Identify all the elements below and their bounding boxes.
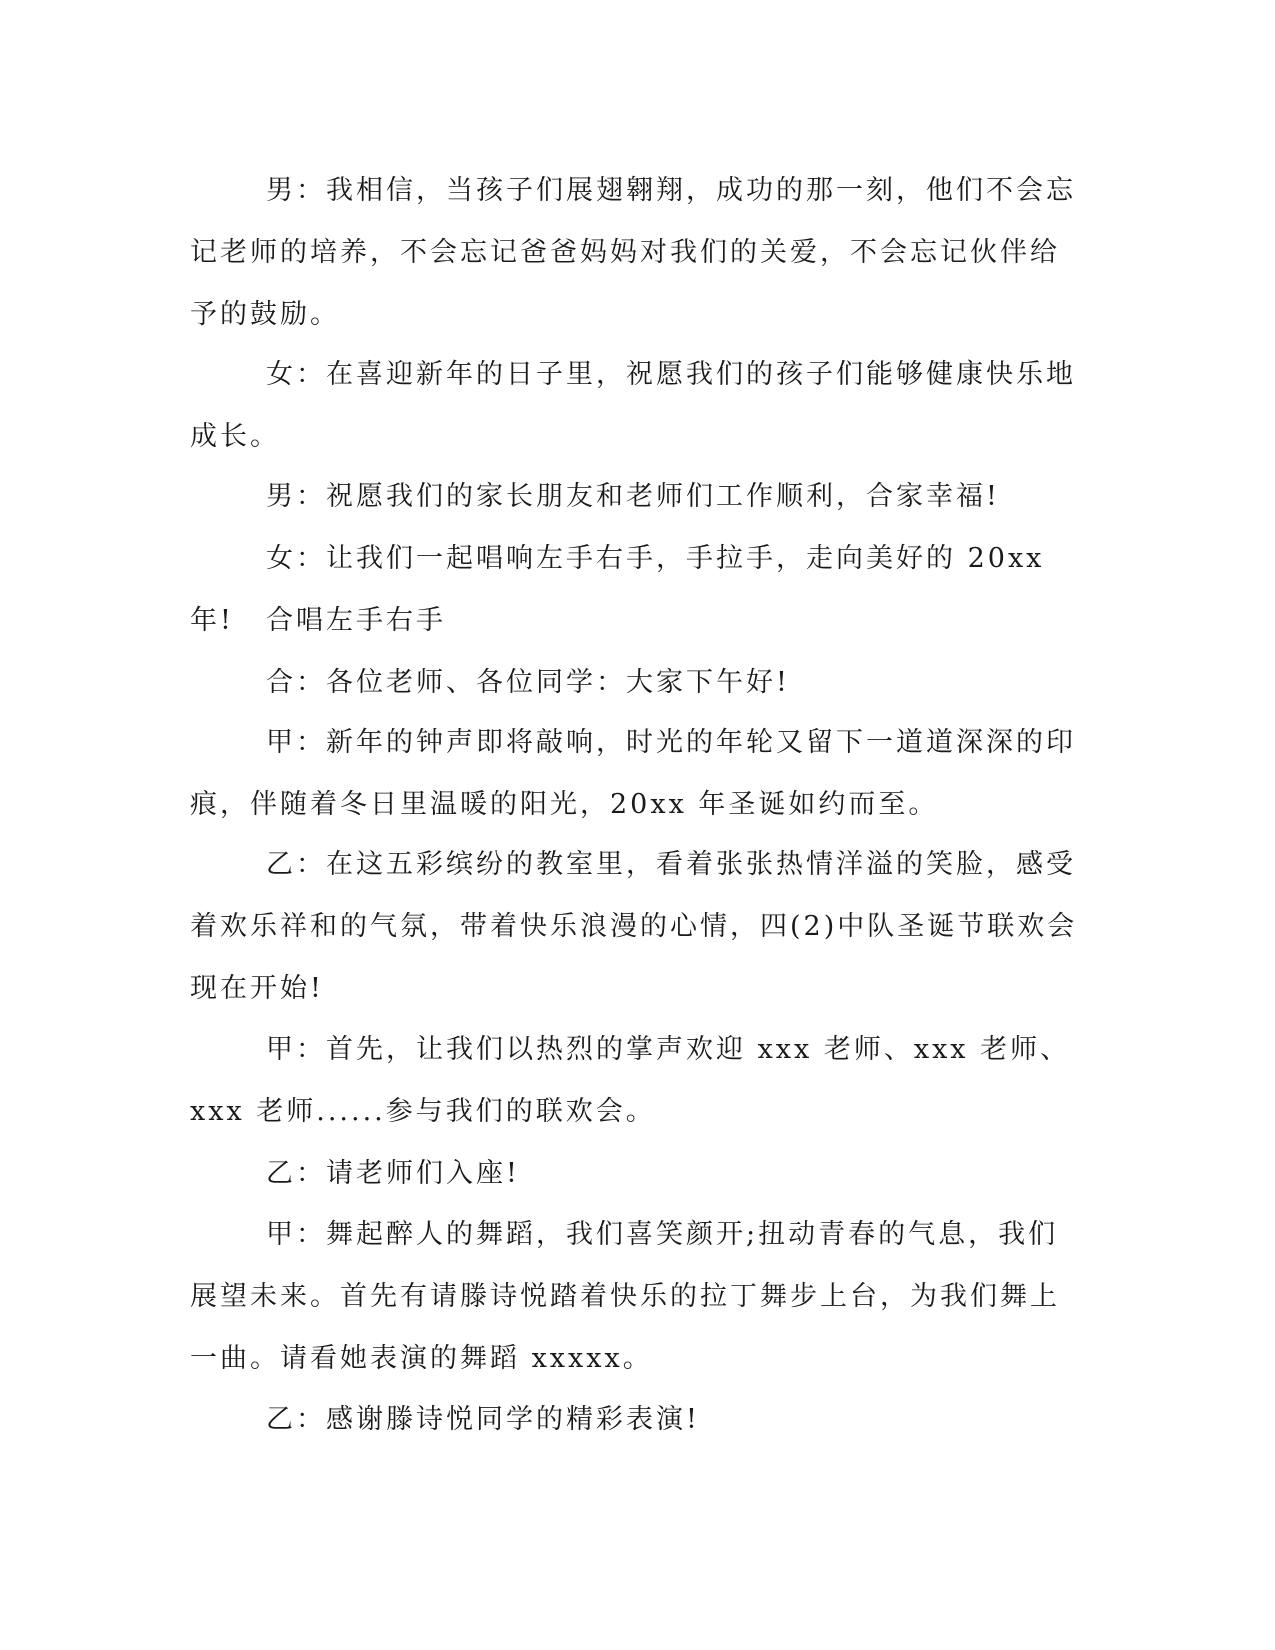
paragraph-10: 乙：请老师们入座!: [266, 1158, 520, 1189]
paragraph-3: 男：祝愿我们的家长朋友和老师们工作顺利，合家幸福!: [266, 481, 1000, 512]
paragraph-1: 男：我相信，当孩子们展翅翱翔，成功的那一刻，他们不会忘记老师的培养，不会忘记爸爸妈妈对我们的关爱，不会忘记伙伴给予的鼓励。: [190, 175, 1076, 330]
paragraph-4: 女：让我们一起唱响左手右手，手拉手，走向美好的 20xx 年!: [190, 543, 1045, 636]
paragraph-11: 甲：舞起醉人的舞蹈，我们喜笑颜开;扭动青春的气息，我们展望未来。首先有请滕诗悦踏着快乐的拉丁舞步上台，为我们舞上一曲。请看她表演的舞蹈 xxxxx。: [190, 1219, 1060, 1374]
paragraph-7: 甲：新年的钟声即将敲响，时光的年轮又留下一道道深深的印痕，伴随着冬日里温暖的阳光，20xx 年圣诞如约而至。: [190, 727, 1076, 820]
paragraph-12: 乙：感谢滕诗悦同学的精彩表演!: [266, 1404, 700, 1435]
paragraph-8: 乙：在这五彩缤纷的教室里，看着张张热情洋溢的笑脸，感受着欢乐祥和的气氛，带着快乐浪漫的心情，四(2)中队圣诞节联欢会现在开始!: [190, 849, 1078, 1004]
paragraph-6: 合：各位老师、各位同学：大家下午好!: [266, 667, 790, 698]
paragraph-2: 女：在喜迎新年的日子里，祝愿我们的孩子们能够健康快乐地成长。: [190, 359, 1076, 452]
paragraph-5: 合唱左手右手: [266, 605, 446, 636]
paragraph-9: 甲：首先，让我们以热烈的掌声欢迎 xxx 老师、xxx 老师、xxx 老师......参与我们的联欢会。: [190, 1034, 1071, 1127]
